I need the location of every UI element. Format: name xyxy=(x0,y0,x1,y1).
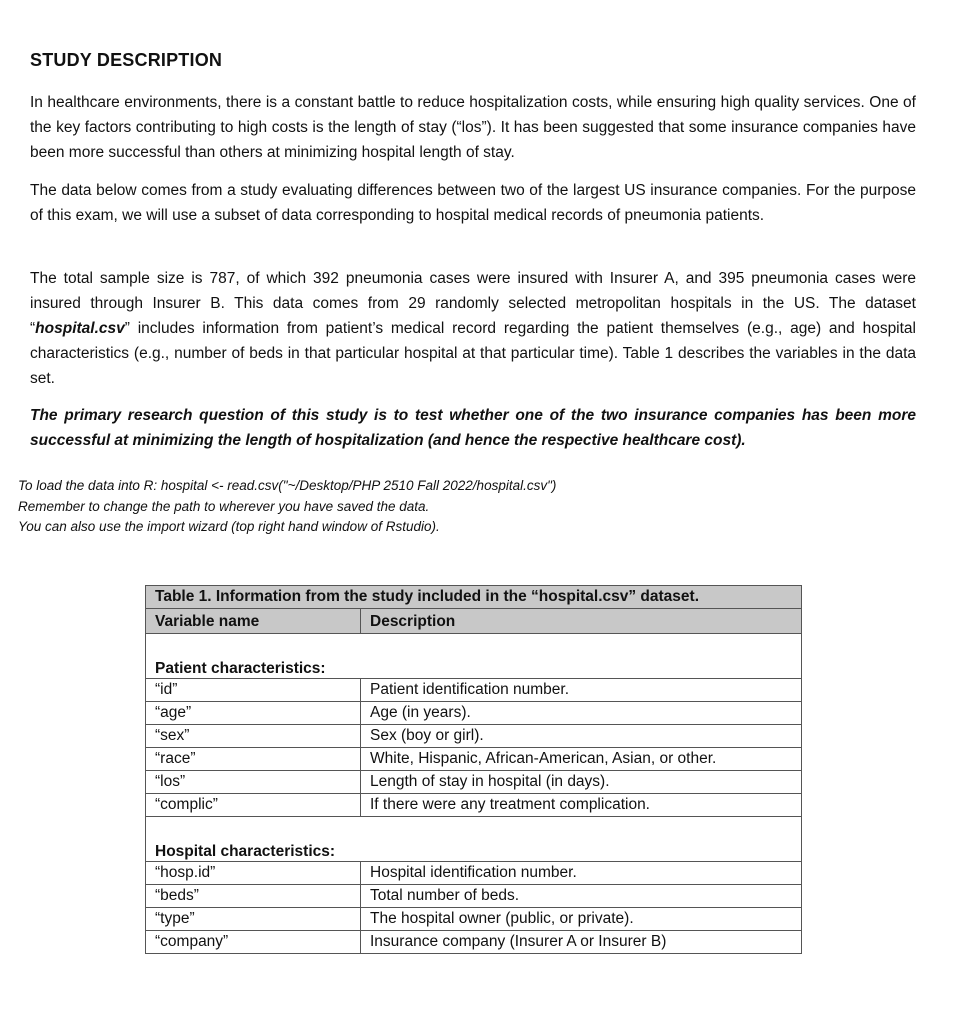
variable-description-cell: Length of stay in hospital (in days). xyxy=(361,771,802,794)
variable-name-cell: “hosp.id” xyxy=(146,862,361,885)
variable-name-cell: “sex” xyxy=(146,725,361,748)
variable-name-cell: “type” xyxy=(146,908,361,931)
variable-name-cell: “id” xyxy=(146,679,361,702)
variable-description-cell: Patient identification number. xyxy=(361,679,802,702)
table-row xyxy=(146,725,802,748)
table-row xyxy=(146,931,802,954)
column-header-description: Description xyxy=(361,609,802,634)
table-header-row xyxy=(146,609,802,634)
table-caption-row xyxy=(146,586,802,609)
variable-name-cell: “age” xyxy=(146,702,361,725)
dataset-filename: hospital.csv xyxy=(35,320,125,337)
table-row xyxy=(146,794,802,817)
patient-section-label: Patient characteristics: xyxy=(146,634,802,679)
table-row xyxy=(146,862,802,885)
study-description-heading: STUDY DESCRIPTION xyxy=(30,50,223,70)
variable-name-cell: “complic” xyxy=(146,794,361,817)
table-row xyxy=(146,748,802,771)
variable-description-cell: Insurance company (Insurer A or Insurer B) xyxy=(361,931,802,954)
research-question-paragraph: The primary research question of this study is to test whether one of the two insurance companies has been more successful at minimizing the length of hospitalization (and hence the respective healthcare cost). xyxy=(30,407,916,449)
intro-paragraph: In healthcare environments, there is a constant battle to reduce hospitalization costs, while ensuring high quality services. One of the key factors contributing to high costs is the length of stay (“los”). It has been suggested that some insurance companies have been more successful than others at minimizing hospital length of stay. xyxy=(30,94,916,161)
table-caption: Table 1. Information from the study included in the “hospital.csv” dataset. xyxy=(146,586,802,609)
sample-size-text-start: The total sample size is 787, of which 392 pneumonia cases were insured with Insurer A, and 395 pneumonia cases were insured through Insurer B. This data comes from 29 randomly selected metropolitan hospitals in the US. The dataset “ xyxy=(30,270,916,337)
table-row xyxy=(146,702,802,725)
column-header-variable-name: Variable name xyxy=(146,609,361,634)
variable-description-cell: White, Hispanic, African-American, Asian, or other. xyxy=(361,748,802,771)
hospital-section-row xyxy=(146,817,802,862)
hospital-section-label: Hospital characteristics: xyxy=(146,817,802,862)
variable-name-cell: “beds” xyxy=(146,885,361,908)
load-data-note: To load the data into R: hospital <- read.csv("~/Desktop/PHP 2510 Fall 2022/hospital.csv") xyxy=(18,478,557,493)
sample-size-text-end: ” includes information from patient’s medical record regarding the patient themselves (e.g., age) and hospital characteristics (e.g., number of beds in that particular hospital at that particular time). Table 1 describes the variables in the data set. xyxy=(30,320,916,387)
variable-description-cell: Total number of beds. xyxy=(361,885,802,908)
table-row xyxy=(146,885,802,908)
variable-description-cell: The hospital owner (public, or private). xyxy=(361,908,802,931)
variable-name-cell: “race” xyxy=(146,748,361,771)
variable-name-cell: “los” xyxy=(146,771,361,794)
table-row xyxy=(146,908,802,931)
sample-size-paragraph xyxy=(30,266,916,391)
data-source-paragraph: The data below comes from a study evaluating differences between two of the largest US insurance companies. For the purpose of this exam, we will use a subset of data corresponding to hospital medical records of pneumonia patients. xyxy=(30,182,916,224)
variable-description-cell: Age (in years). xyxy=(361,702,802,725)
table-row xyxy=(146,679,802,702)
variable-name-cell: “company” xyxy=(146,931,361,954)
change-path-note: Remember to change the path to wherever you have saved the data. xyxy=(18,499,430,514)
variable-description-cell: Sex (boy or girl). xyxy=(361,725,802,748)
variable-description-cell: If there were any treatment complication. xyxy=(361,794,802,817)
variables-table xyxy=(145,585,802,954)
table-row xyxy=(146,771,802,794)
import-wizard-note: You can also use the import wizard (top right hand window of Rstudio). xyxy=(18,519,440,534)
patient-section-row xyxy=(146,634,802,679)
variable-description-cell: Hospital identification number. xyxy=(361,862,802,885)
